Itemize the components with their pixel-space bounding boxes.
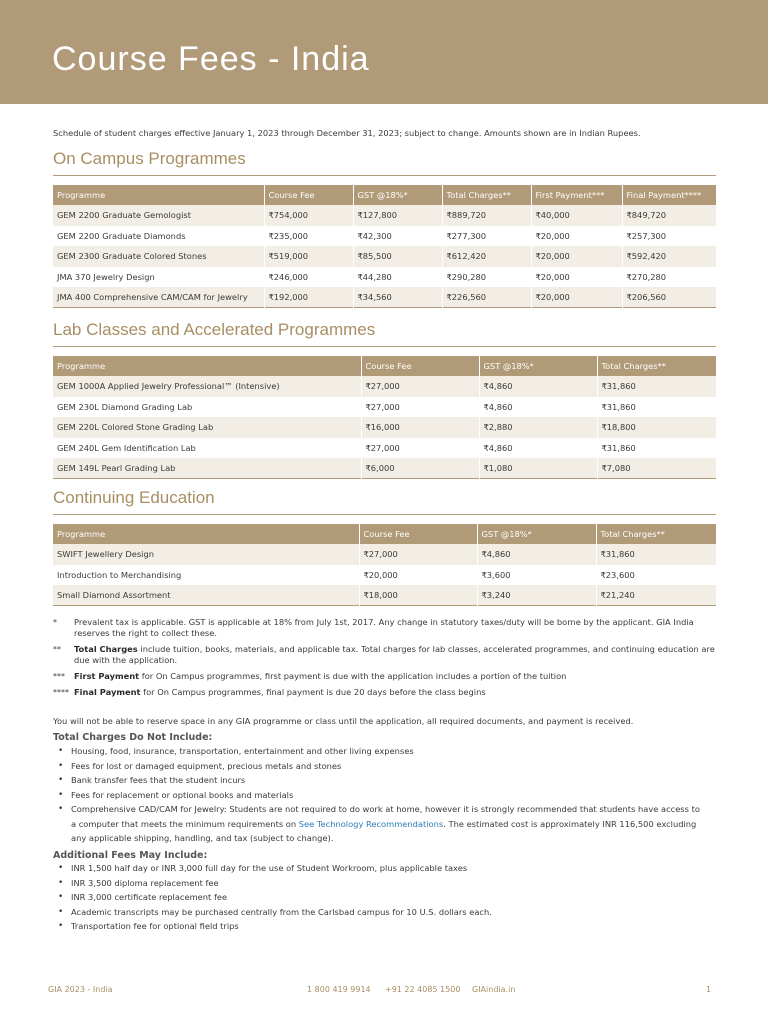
col-header: Programme	[53, 356, 361, 376]
table-cell: ₹4,860	[479, 438, 597, 459]
list-item: • Housing, food, insurance, transportation, entertainment and other living expenses	[53, 744, 716, 759]
col-header: Course Fee	[359, 524, 477, 544]
section-divider	[53, 514, 716, 515]
page-header	[0, 0, 768, 104]
table-cell: ₹226,560	[442, 287, 531, 308]
table-row	[53, 458, 716, 479]
footnote-mark: ****	[53, 688, 69, 697]
footnote-mark: ***	[53, 672, 65, 681]
footnote	[53, 617, 716, 639]
page-number: 1	[706, 985, 712, 994]
table-row	[53, 565, 716, 586]
list-item: • Transportation fee for optional field trips	[53, 919, 716, 934]
table-cell: ₹27,000	[359, 544, 477, 565]
table-cell: JMA 370 Jewelry Design	[53, 267, 264, 288]
additional-fees-heading: Additional Fees May Include:	[53, 850, 208, 861]
table-cell: ₹20,000	[531, 246, 622, 267]
list-item-text: Comprehensive CAD/CAM for Jewelry: Students are not required to do work at home, however it is strongly recommended that students have access to	[71, 804, 700, 814]
table-cell: ₹18,800	[597, 417, 716, 438]
list-item: • Bank transfer fees that the student incurs	[53, 773, 716, 788]
table-cell: ₹246,000	[264, 267, 353, 288]
table-cell: ₹2,880	[479, 417, 597, 438]
list-item: • Fees for replacement or optional books and materials	[53, 788, 716, 803]
footnote-text: Prevalent tax is applicable. GST is applicable at 18% from July 1st, 2017. Any change in statutory taxes/duty will be borne by the applicant. GIA India reserves the right to collect these.	[74, 617, 694, 638]
list-item: • INR 3,000 certificate replacement fee	[53, 890, 716, 905]
additional-fees-list	[53, 861, 716, 934]
footnote-term: First Payment	[74, 671, 140, 681]
table-header-row	[53, 524, 716, 544]
footnote-text: for On Campus programmes, first payment is due with the application includes a portion of the tuition	[139, 671, 567, 681]
table-header-row	[53, 185, 716, 205]
table-cell: ₹27,000	[361, 397, 479, 418]
table-cell: ₹21,240	[596, 585, 716, 606]
col-header: Total Charges**	[597, 356, 716, 376]
table-cell: ₹42,300	[353, 226, 442, 247]
table-cell: GEM 2200 Graduate Gemologist	[53, 205, 264, 226]
table-row	[53, 267, 716, 288]
table-row	[53, 287, 716, 308]
col-header: Total Charges**	[596, 524, 716, 544]
table-cell: ₹7,080	[597, 458, 716, 479]
table-cell: ₹20,000	[531, 267, 622, 288]
table-cell: Small Diamond Assortment	[53, 585, 359, 606]
table-row	[53, 438, 716, 459]
table-row	[53, 397, 716, 418]
table-row	[53, 246, 716, 267]
table-cell: ₹20,000	[531, 226, 622, 247]
table-cell: ₹849,720	[622, 205, 716, 226]
table-cell: GEM 2200 Graduate Diamonds	[53, 226, 264, 247]
footnote-mark: *	[53, 618, 57, 627]
list-item: • INR 3,500 diploma replacement fee	[53, 876, 716, 891]
table-cell: ₹1,080	[479, 458, 597, 479]
table-cell: ₹40,000	[531, 205, 622, 226]
table-cell: ₹27,000	[361, 376, 479, 397]
table-cell: ₹18,000	[359, 585, 477, 606]
table-cell: ₹4,860	[477, 544, 596, 565]
table-cell: ₹290,280	[442, 267, 531, 288]
table-cell: ₹127,800	[353, 205, 442, 226]
list-item: • Fees for lost or damaged equipment, precious metals and stones	[53, 759, 716, 774]
table-cell: ₹519,000	[264, 246, 353, 267]
table-cell: GEM 230L Diamond Grading Lab	[53, 397, 361, 418]
footer-phone-tollfree: 1 800 419 9914	[307, 985, 371, 994]
table-cell: ₹20,000	[359, 565, 477, 586]
col-header: Total Charges**	[442, 185, 531, 205]
page-title: Course Fees - India	[52, 40, 370, 78]
table-cell: GEM 2300 Graduate Colored Stones	[53, 246, 264, 267]
table-cell: ₹612,420	[442, 246, 531, 267]
col-header: Programme	[53, 524, 359, 544]
section-title-on-campus: On Campus Programmes	[53, 149, 246, 168]
list-item-text: any applicable shipping, handling, and tax (subject to change).	[71, 833, 334, 843]
technology-recommendations-link[interactable]: See Technology Recommendations	[298, 818, 444, 829]
footnote-term: Final Payment	[74, 687, 141, 697]
col-header: Programme	[53, 185, 264, 205]
table-cell: ₹592,420	[622, 246, 716, 267]
table-cell: ₹277,300	[442, 226, 531, 247]
table-row	[53, 585, 716, 606]
table-row	[53, 544, 716, 565]
table-cell: ₹4,860	[479, 397, 597, 418]
footer-website-link[interactable]: GIAindia.in	[472, 985, 516, 994]
list-item-text: a computer that meets the minimum requirements on	[71, 818, 299, 829]
table-cell: GEM 149L Pearl Grading Lab	[53, 458, 361, 479]
continuing-education-table	[53, 524, 716, 606]
table-cell: ₹270,280	[622, 267, 716, 288]
table-cell: ₹20,000	[531, 287, 622, 308]
table-cell: JMA 400 Comprehensive CAM/CAM for Jewelry	[53, 287, 264, 308]
table-cell: ₹4,860	[479, 376, 597, 397]
table-cell: ₹44,280	[353, 267, 442, 288]
footer-label: GIA 2023 - India	[48, 985, 113, 994]
table-cell: ₹889,720	[442, 205, 531, 226]
table-cell: ₹16,000	[361, 417, 479, 438]
section-divider	[53, 175, 716, 176]
col-header: Course Fee	[264, 185, 353, 205]
table-row	[53, 205, 716, 226]
table-cell: ₹27,000	[361, 438, 479, 459]
table-cell: ₹235,000	[264, 226, 353, 247]
section-title-continuing-education: Continuing Education	[53, 488, 215, 507]
footnote	[53, 687, 716, 698]
table-cell: Introduction to Merchandising	[53, 565, 359, 586]
col-header: GST @18%*	[479, 356, 597, 376]
footnote-text: include tuition, books, materials, and applicable tax. Total charges for lab classes, accelerated programmes, and continuing education are due with the application.	[74, 644, 715, 665]
table-cell: ₹85,500	[353, 246, 442, 267]
footnote-mark: **	[53, 645, 61, 654]
table-row	[53, 226, 716, 247]
table-cell: ₹3,600	[477, 565, 596, 586]
footnote-text: for On Campus programmes, final payment is due 20 days before the class begins	[140, 687, 486, 697]
exclusions-list	[53, 744, 716, 846]
table-cell: ₹23,600	[596, 565, 716, 586]
footnote-term: Total Charges	[74, 644, 138, 654]
table-header-row	[53, 356, 716, 376]
footnote	[53, 671, 716, 682]
footnotes	[53, 617, 716, 703]
col-header: Final Payment****	[622, 185, 716, 205]
intro-text: Schedule of student charges effective January 1, 2023 through December 31, 2023; subject to change. Amounts shown are in Indian Rupees.	[53, 128, 641, 138]
table-cell: ₹34,560	[353, 287, 442, 308]
col-header: First Payment***	[531, 185, 622, 205]
footer-phone: +91 22 4085 1500	[385, 985, 461, 994]
table-row	[53, 376, 716, 397]
footnote	[53, 644, 716, 666]
col-header: GST @18%*	[477, 524, 596, 544]
table-cell: ₹206,560	[622, 287, 716, 308]
reserve-notice: You will not be able to reserve space in any GIA programme or class until the application, all required documents, and payment is received.	[53, 716, 634, 726]
table-cell: GEM 1000A Applied Jewelry Professional™ (Intensive)	[53, 376, 361, 397]
table-cell: GEM 240L Gem Identification Lab	[53, 438, 361, 459]
section-divider	[53, 346, 716, 347]
list-item-text: . The estimated cost is approximately INR 116,500 excluding	[443, 818, 697, 829]
lab-classes-table	[53, 356, 716, 479]
table-cell: SWIFT Jewellery Design	[53, 544, 359, 565]
col-header: GST @18%*	[353, 185, 442, 205]
table-cell: ₹6,000	[361, 458, 479, 479]
table-cell: ₹257,300	[622, 226, 716, 247]
table-cell: ₹31,860	[597, 376, 716, 397]
table-cell: ₹31,860	[597, 397, 716, 418]
section-title-lab-classes: Lab Classes and Accelerated Programmes	[53, 320, 376, 339]
table-cell: ₹31,860	[597, 438, 716, 459]
on-campus-table	[53, 185, 716, 308]
table-cell: ₹3,240	[477, 585, 596, 606]
list-item-cad	[53, 802, 716, 846]
table-cell: ₹31,860	[596, 544, 716, 565]
list-item: • INR 1,500 half day or INR 3,000 full day for the use of Student Workroom, plus applicable taxes	[53, 861, 716, 876]
table-cell: ₹192,000	[264, 287, 353, 308]
list-item: • Academic transcripts may be purchased centrally from the Carlsbad campus for 10 U.S. dollars each.	[53, 905, 716, 920]
table-row	[53, 417, 716, 438]
col-header: Course Fee	[361, 356, 479, 376]
exclusions-heading: Total Charges Do Not Include:	[53, 732, 213, 743]
table-cell: GEM 220L Colored Stone Grading Lab	[53, 417, 361, 438]
table-cell: ₹754,000	[264, 205, 353, 226]
